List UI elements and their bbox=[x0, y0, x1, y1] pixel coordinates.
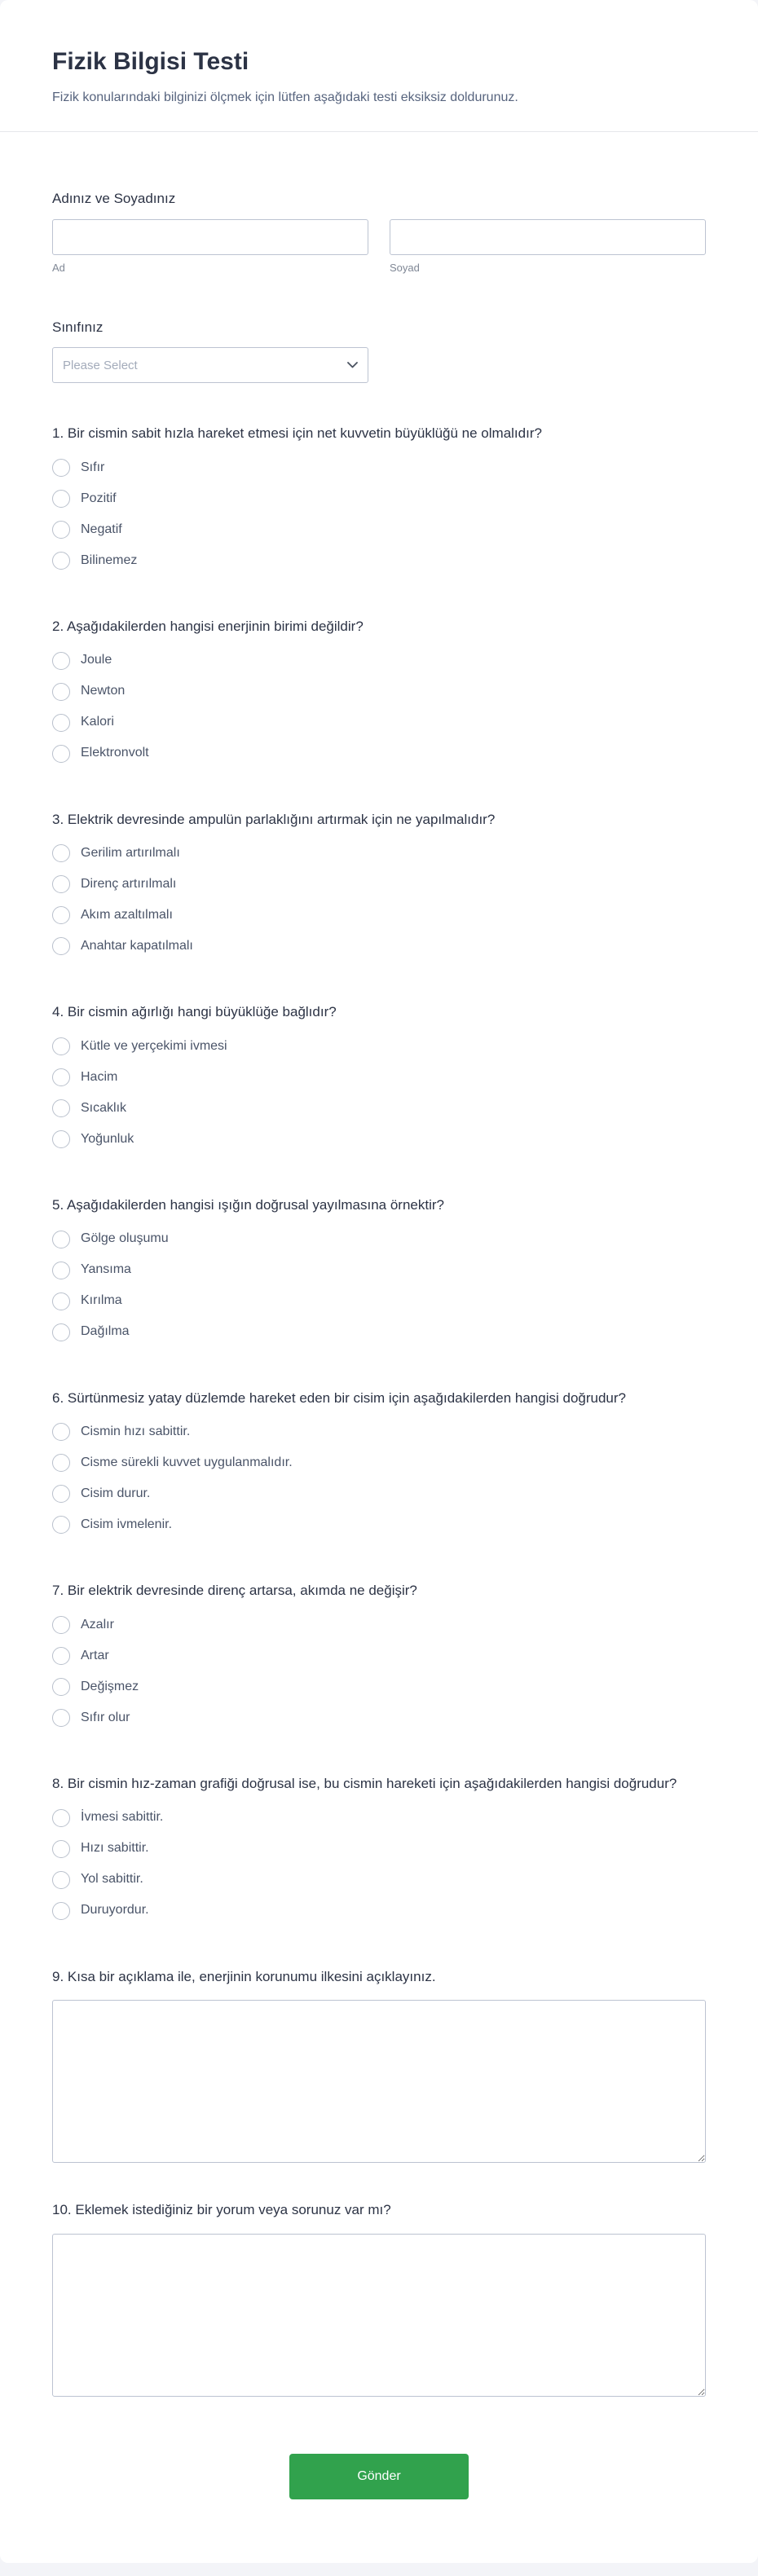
radio-option[interactable] bbox=[52, 1871, 706, 1889]
header-divider bbox=[0, 131, 758, 132]
radio-option[interactable] bbox=[52, 1516, 706, 1534]
question-block-3 bbox=[52, 810, 706, 956]
form-title: Fizik Bilgisi Testi bbox=[52, 48, 249, 75]
grade-field bbox=[52, 318, 706, 384]
radio-option[interactable] bbox=[52, 1292, 706, 1310]
question-label: 7. Bir elektrik devresinde direnç artarsa, akımda ne değişir? bbox=[52, 1583, 417, 1599]
radio-option[interactable] bbox=[52, 1099, 706, 1117]
name-inputs-row bbox=[52, 219, 706, 274]
question-label: 2. Aşağıdakilerden hangisi enerjinin birimi değildir? bbox=[52, 619, 364, 635]
grade-field-label: Sınıfınız bbox=[52, 319, 104, 335]
radio-input[interactable] bbox=[52, 459, 70, 477]
radio-input[interactable] bbox=[52, 1516, 70, 1534]
radio-option-label: Yoğunluk bbox=[81, 1131, 134, 1146]
radio-input[interactable] bbox=[52, 745, 70, 763]
radio-input[interactable] bbox=[52, 714, 70, 732]
radio-option-label: Kalori bbox=[81, 715, 114, 729]
question-block-2 bbox=[52, 617, 706, 763]
radio-option-label: Hızı sabittir. bbox=[81, 1841, 149, 1856]
radio-option[interactable] bbox=[52, 1130, 706, 1148]
radio-input[interactable] bbox=[52, 937, 70, 955]
radio-option-label: Anahtar kapatılmalı bbox=[81, 938, 193, 953]
radio-option-label: Negatif bbox=[81, 522, 122, 536]
radio-option-label: Yansıma bbox=[81, 1262, 131, 1277]
radio-option-label: Cismin hızı sabittir. bbox=[81, 1424, 191, 1438]
grade-select[interactable] bbox=[52, 347, 368, 383]
radio-option-label: Gölge oluşumu bbox=[81, 1231, 169, 1246]
first-name-sublabel: Ad bbox=[52, 261, 65, 274]
radio-input[interactable] bbox=[52, 1678, 70, 1696]
radio-option[interactable] bbox=[52, 1423, 706, 1441]
radio-option[interactable] bbox=[52, 714, 706, 732]
question-block-5 bbox=[52, 1196, 706, 1341]
radio-input[interactable] bbox=[52, 1099, 70, 1117]
radio-input[interactable] bbox=[52, 1454, 70, 1472]
radio-option-label: İvmesi sabittir. bbox=[81, 1810, 164, 1825]
radio-option-label: Hacim bbox=[81, 1069, 118, 1084]
name-field-label: Adınız ve Soyadınız bbox=[52, 191, 176, 207]
radio-option[interactable] bbox=[52, 1840, 706, 1858]
radio-input[interactable] bbox=[52, 652, 70, 670]
radio-input[interactable] bbox=[52, 1262, 70, 1279]
question-label: 5. Aşağıdakilerden hangisi ışığın doğrusal yayılmasına örnektir? bbox=[52, 1197, 444, 1213]
radio-option[interactable] bbox=[52, 459, 706, 477]
question-label: 1. Bir cismin sabit hızla hareket etmesi için net kuvvetin büyüklüğü ne olmalıdır? bbox=[52, 425, 542, 442]
radio-input[interactable] bbox=[52, 1068, 70, 1086]
long-answer-textarea-9[interactable] bbox=[52, 2000, 706, 2163]
question-block-9 bbox=[52, 1967, 706, 2164]
radio-input[interactable] bbox=[52, 1902, 70, 1920]
radio-option-label: Newton bbox=[81, 684, 126, 698]
form-header bbox=[0, 47, 758, 107]
last-name-column bbox=[390, 219, 706, 274]
question-block-7 bbox=[52, 1581, 706, 1727]
radio-option-label: Duruyordur. bbox=[81, 1903, 149, 1918]
radio-input[interactable] bbox=[52, 1292, 70, 1310]
radio-option[interactable] bbox=[52, 1485, 706, 1503]
question-block-1 bbox=[52, 424, 706, 570]
long-answer-textarea-10[interactable] bbox=[52, 2234, 706, 2397]
question-label: 3. Elektrik devresinde ampulün parlaklığını artırmak için ne yapılmalıdır? bbox=[52, 811, 496, 827]
radio-option[interactable] bbox=[52, 1231, 706, 1248]
radio-input[interactable] bbox=[52, 1647, 70, 1665]
radio-option[interactable] bbox=[52, 1809, 706, 1827]
radio-option-label: Elektronvolt bbox=[81, 746, 149, 760]
radio-option[interactable] bbox=[52, 875, 706, 893]
question-block-4 bbox=[52, 1002, 706, 1148]
radio-option[interactable] bbox=[52, 1323, 706, 1341]
radio-option-label: Sıfır olur bbox=[81, 1710, 130, 1724]
question-label: 4. Bir cismin ağırlığı hangi büyüklüğe bağlıdır? bbox=[52, 1004, 337, 1020]
radio-option-label: Akım azaltılmalı bbox=[81, 907, 173, 922]
radio-input[interactable] bbox=[52, 1423, 70, 1441]
radio-option-label: Direnç artırılmalı bbox=[81, 876, 177, 891]
radio-option[interactable] bbox=[52, 1902, 706, 1920]
last-name-input[interactable] bbox=[390, 219, 706, 255]
radio-option-label: Değişmez bbox=[81, 1679, 139, 1693]
question-label: 8. Bir cismin hız-zaman grafiği doğrusal ise, bu cismin hareketi için aşağıdakilerden hangisi doğrudur? bbox=[52, 1775, 677, 1791]
radio-option-label: Dağılma bbox=[81, 1324, 130, 1339]
question-block-10 bbox=[52, 2200, 706, 2397]
radio-input[interactable] bbox=[52, 1840, 70, 1858]
radio-option-label: Artar bbox=[81, 1648, 109, 1662]
radio-option-label: Azalır bbox=[81, 1617, 114, 1631]
radio-input[interactable] bbox=[52, 906, 70, 924]
radio-option[interactable] bbox=[52, 1678, 706, 1696]
radio-option[interactable] bbox=[52, 1262, 706, 1279]
radio-option-label: Cisim durur. bbox=[81, 1486, 151, 1500]
radio-option[interactable] bbox=[52, 1647, 706, 1665]
radio-option-label: Kırılma bbox=[81, 1293, 122, 1308]
radio-input[interactable] bbox=[52, 683, 70, 701]
submit-button[interactable]: Gönder bbox=[289, 2454, 469, 2499]
radio-input[interactable] bbox=[52, 1809, 70, 1827]
radio-input[interactable] bbox=[52, 490, 70, 508]
radio-option[interactable] bbox=[52, 1068, 706, 1086]
radio-option-label: Gerilim artırılmalı bbox=[81, 845, 180, 860]
radio-option[interactable] bbox=[52, 552, 706, 570]
radio-option-label: Cisme sürekli kuvvet uygulanmalıdır. bbox=[81, 1455, 293, 1469]
radio-input[interactable] bbox=[52, 844, 70, 862]
radio-option-label: Joule bbox=[81, 653, 112, 667]
radio-option[interactable] bbox=[52, 652, 706, 670]
radio-input[interactable] bbox=[52, 1871, 70, 1889]
radio-input[interactable] bbox=[52, 552, 70, 570]
questions-section bbox=[52, 424, 706, 2396]
radio-option[interactable] bbox=[52, 906, 706, 924]
radio-input[interactable] bbox=[52, 1616, 70, 1634]
last-name-sublabel: Soyad bbox=[390, 261, 420, 274]
radio-option-label: Yol sabittir. bbox=[81, 1872, 143, 1887]
radio-input[interactable] bbox=[52, 1130, 70, 1148]
name-field bbox=[52, 189, 706, 274]
radio-input[interactable] bbox=[52, 521, 70, 539]
radio-input[interactable] bbox=[52, 875, 70, 893]
radio-option[interactable] bbox=[52, 937, 706, 955]
form-subtitle: Fizik konularındaki bilginizi ölçmek için lütfen aşağıdaki testi eksiksiz doldurunuz. bbox=[52, 90, 518, 104]
question-label: 6. Sürtünmesiz yatay düzlemde hareket eden bir cisim için aşağıdakilerden hangisi doğrudur? bbox=[52, 1389, 626, 1406]
radio-option[interactable] bbox=[52, 683, 706, 701]
first-name-column bbox=[52, 219, 368, 274]
radio-option-label: Kütle ve yerçekimi ivmesi bbox=[81, 1038, 227, 1053]
radio-option[interactable] bbox=[52, 745, 706, 763]
submit-row bbox=[52, 2454, 706, 2499]
radio-option[interactable] bbox=[52, 490, 706, 508]
radio-option[interactable] bbox=[52, 1454, 706, 1472]
radio-option[interactable] bbox=[52, 844, 706, 862]
radio-option[interactable] bbox=[52, 1709, 706, 1727]
first-name-input[interactable] bbox=[52, 219, 368, 255]
radio-option[interactable] bbox=[52, 521, 706, 539]
question-block-6 bbox=[52, 1389, 706, 1535]
radio-option[interactable] bbox=[52, 1616, 706, 1634]
radio-input[interactable] bbox=[52, 1709, 70, 1727]
radio-option-label: Bilinemez bbox=[81, 553, 138, 567]
radio-option-label: Sıcaklık bbox=[81, 1100, 127, 1115]
radio-option-label: Sıfır bbox=[81, 460, 105, 474]
radio-input[interactable] bbox=[52, 1485, 70, 1503]
radio-option-label: Cisim ivmelenir. bbox=[81, 1517, 173, 1531]
radio-input[interactable] bbox=[52, 1231, 70, 1248]
radio-option[interactable] bbox=[52, 1037, 706, 1055]
question-block-8 bbox=[52, 1774, 706, 1920]
question-label: 9. Kısa bir açıklama ile, enerjinin korunumu ilkesini açıklayınız. bbox=[52, 1968, 436, 1984]
radio-input[interactable] bbox=[52, 1323, 70, 1341]
radio-option-label: Pozitif bbox=[81, 491, 117, 505]
grade-select-wrap bbox=[52, 347, 368, 383]
question-label: 10. Eklemek istediğiniz bir yorum veya sorunuz var mı? bbox=[52, 2202, 391, 2218]
radio-input[interactable] bbox=[52, 1037, 70, 1055]
